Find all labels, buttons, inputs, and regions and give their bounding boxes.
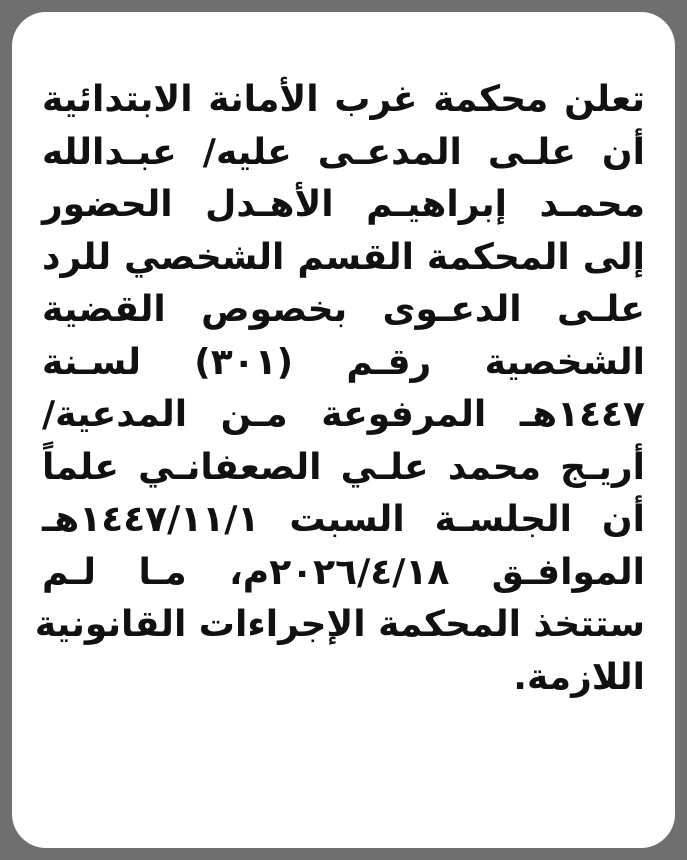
notice-line: محمـد إبراهيـم الأهـدل الحضور <box>42 184 645 225</box>
notice-line: الشخصية رقـم (٣٠١) لسـنة <box>42 341 646 383</box>
notice-line: تعلن محكمة غرب الأمانة الابتدائية <box>42 79 645 120</box>
notice-line: اللازمة. <box>513 656 645 698</box>
notice-line: إلى المحكمة القسم الشخصي للرد <box>42 236 645 278</box>
notice-line: ستتخذ المحكمة الإجراءات القانونية <box>34 604 645 645</box>
notice-line: علـى الدعـوى بخصوص القضية <box>42 289 645 330</box>
notice-text <box>34 74 646 704</box>
notice-line: أن علـى المدعـى عليه/ عبـدالله <box>42 131 645 173</box>
notice-line: أن الجلسـة السبت ١٤٤٧/١١/١هـ <box>42 499 645 540</box>
notice-line: ١٤٤٧هـ المرفوعة مـن المدعية/ <box>42 394 645 435</box>
notice-panel <box>12 12 675 848</box>
notice-line: أريـج محمد علـي الصعفانـي علماً <box>42 446 645 488</box>
notice-line: الموافـق ٢٠٢٦/٤/١٨م، مـا لـم <box>42 551 646 593</box>
